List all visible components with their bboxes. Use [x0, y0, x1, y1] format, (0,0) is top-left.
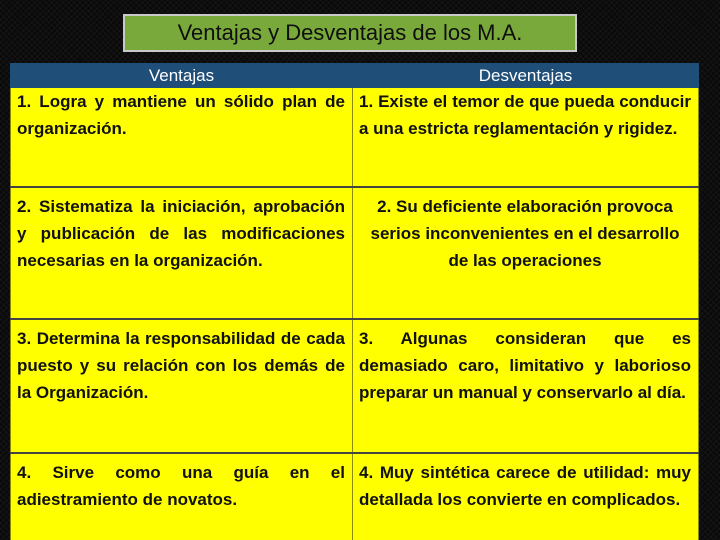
- ventaja-cell: 4. Sirve como una guía en el adiestramiento de novatos.: [11, 453, 353, 540]
- ventaja-cell: 3. Determina la responsabilidad de cada puesto y su relación con los demás de la Organización.: [11, 319, 353, 453]
- ventaja-cell: 1. Logra y mantiene un sólido plan de organización.: [11, 88, 353, 187]
- header-row: [11, 63, 699, 88]
- header-ventajas: Ventajas: [11, 63, 353, 88]
- desventaja-cell: 4. Muy sintética carece de utilidad: muy detallada los convierte en complicados.: [353, 453, 699, 540]
- desventaja-cell: 3. Algunas consideran que es demasiado caro, limitativo y laborioso preparar un manual y conservarlo al día.: [353, 319, 699, 453]
- table-row: [11, 187, 699, 319]
- desventaja-cell: 1. Existe el temor de que pueda conducir a una estricta reglamentación y rigidez.: [353, 88, 699, 187]
- table-row: [11, 319, 699, 453]
- desventaja-cell: 2. Su deficiente elaboración provoca serios inconvenientes en el desarrollo de las operaciones: [353, 187, 699, 319]
- header-desventajas: Desventajas: [353, 63, 699, 88]
- slide-title: Ventajas y Desventajas de los M.A.: [123, 14, 577, 52]
- ventaja-cell: 2. Sistematiza la iniciación, aprobación y publicación de las modificaciones necesarias en la organización.: [11, 187, 353, 319]
- comparison-table: [10, 63, 699, 540]
- table-row: [11, 453, 699, 540]
- table-row: [11, 88, 699, 187]
